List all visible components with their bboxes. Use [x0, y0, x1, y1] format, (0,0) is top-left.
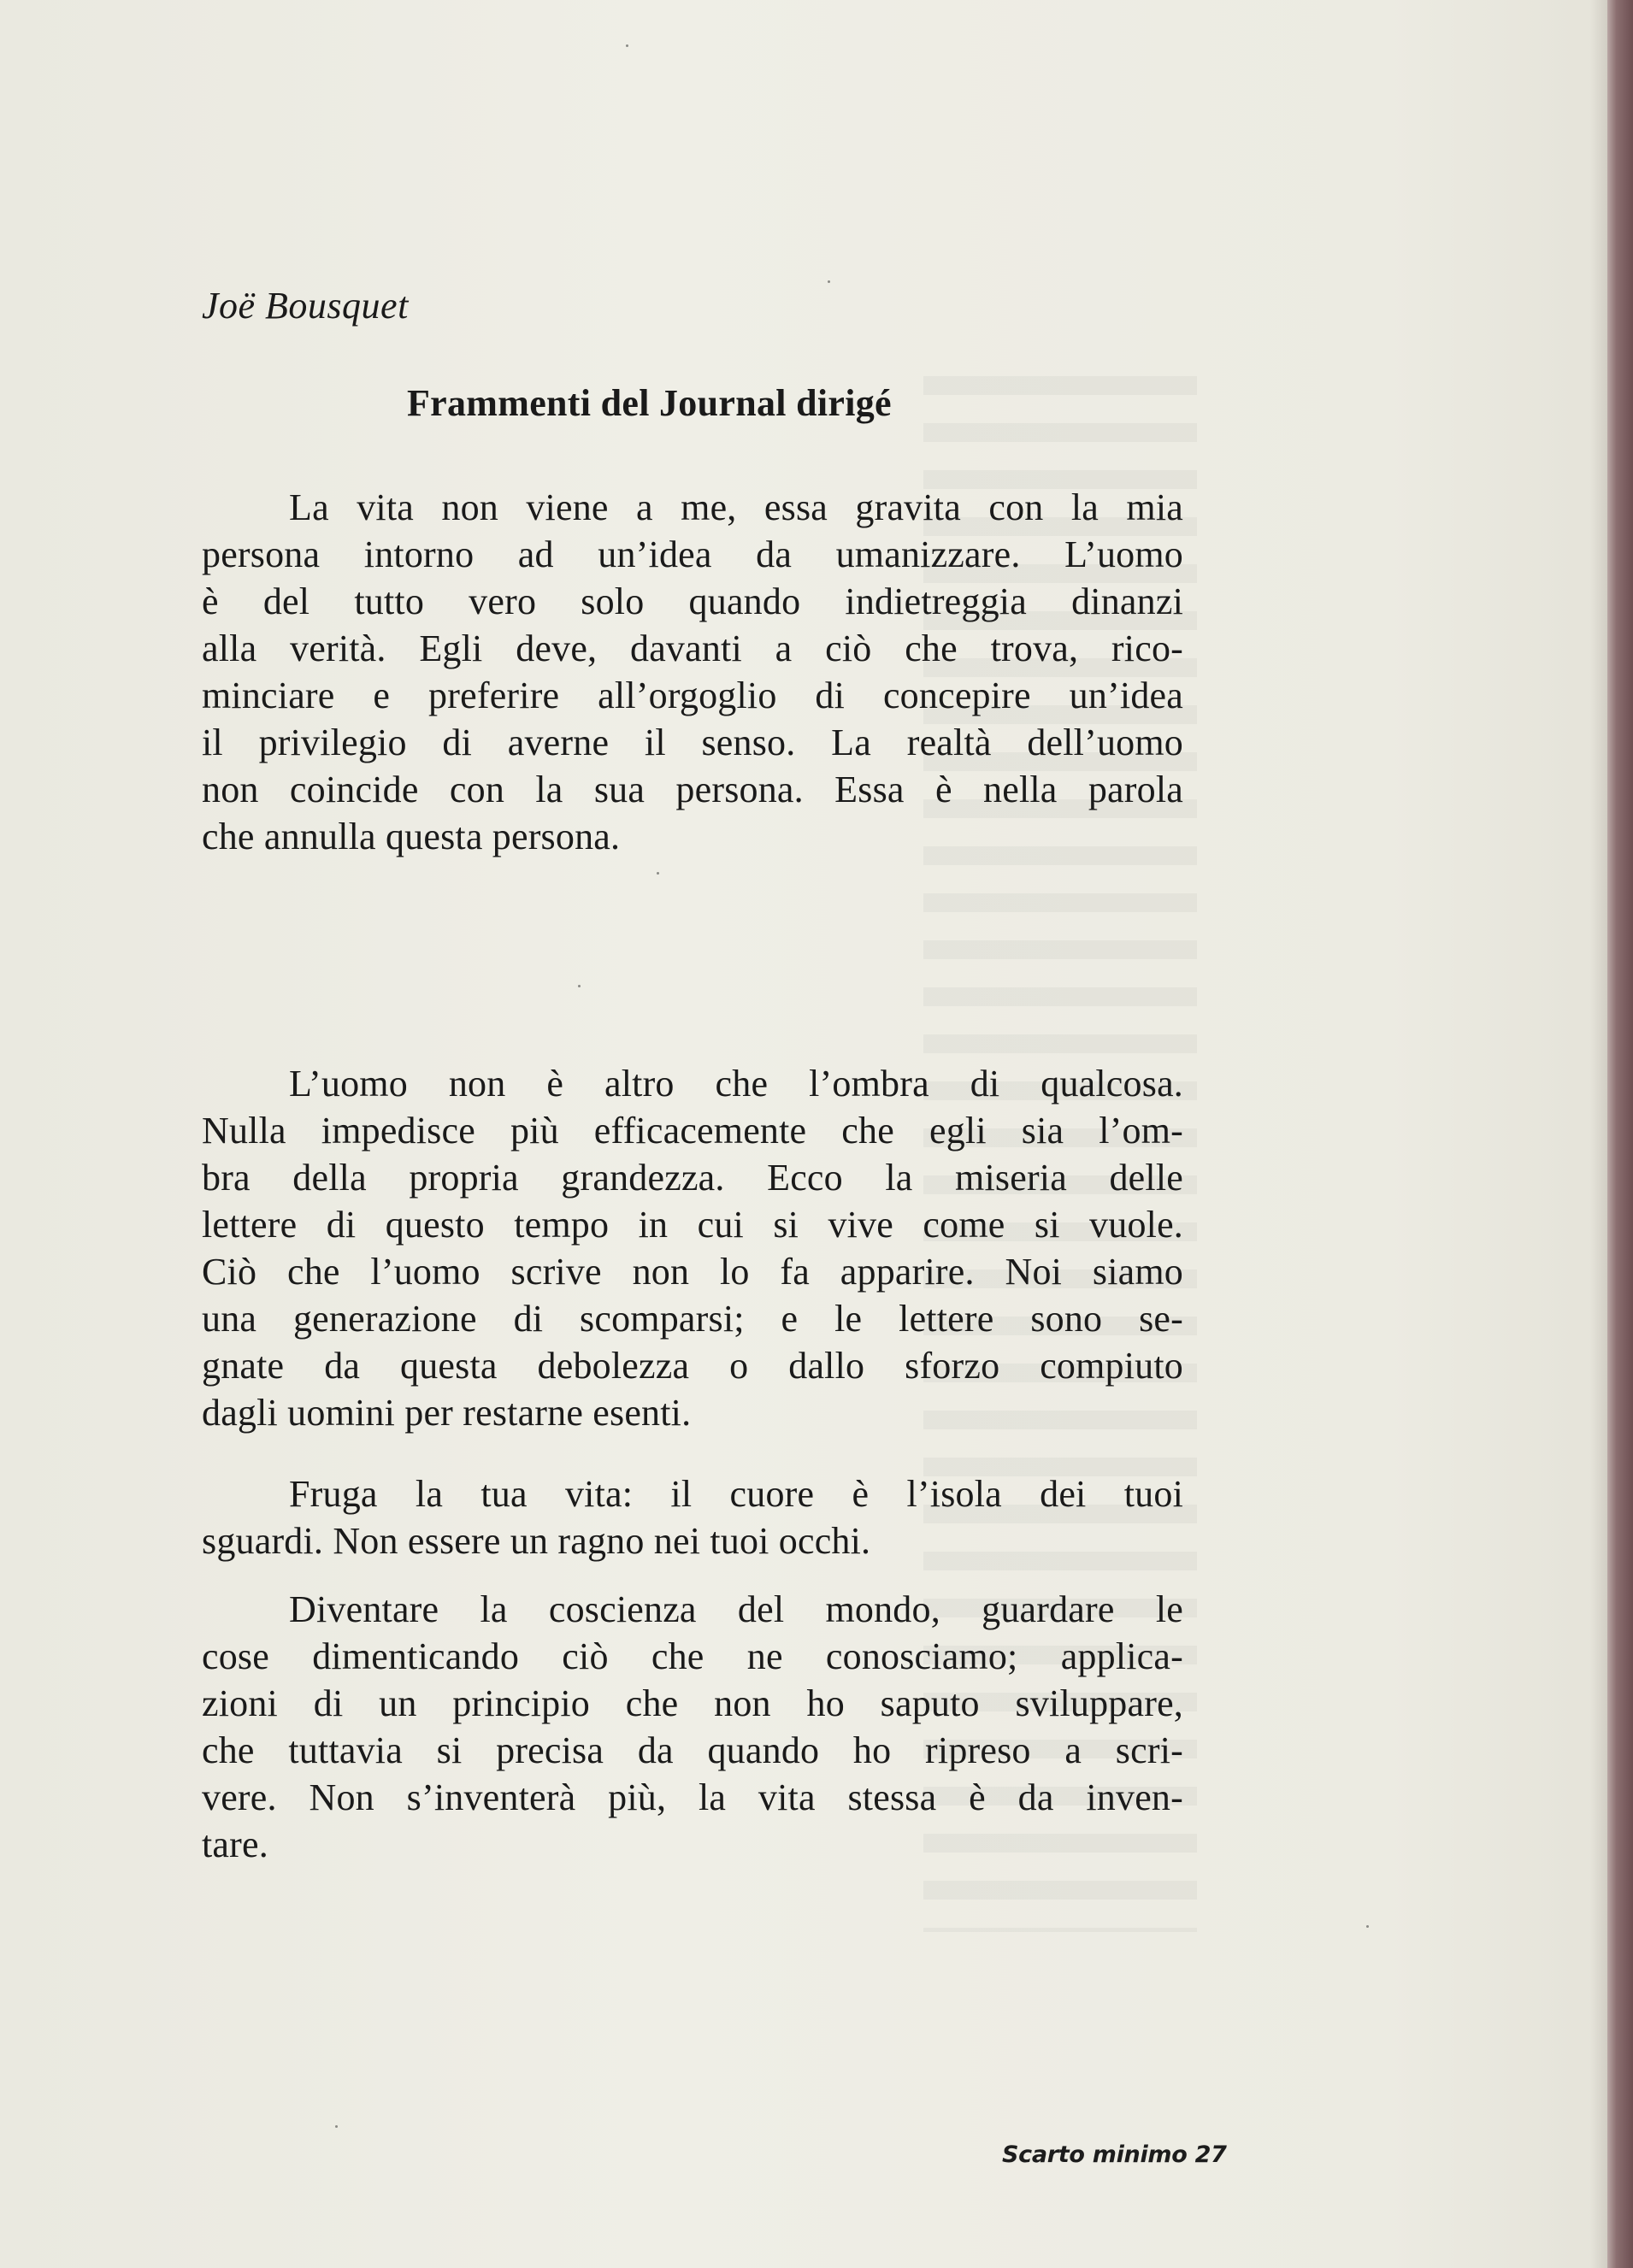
paragraph-2 [202, 1060, 1183, 1436]
text-line: cose dimenticando ciò che ne conosciamo; applica- [202, 1635, 1183, 1677]
text-line: Fruga la tua vita: il cuore è l’isola dei tuoi [289, 1473, 1183, 1515]
text-line: una generazione di scomparsi; e le lettere sono se- [202, 1298, 1183, 1340]
text-line: che annulla questa persona. [202, 816, 621, 857]
paper-speck [578, 985, 581, 987]
text-line: che tuttavia si precisa da quando ho ripreso a scri- [202, 1729, 1183, 1771]
paragraph-4 [202, 1586, 1183, 1868]
page-footer: Scarto minimo 27 [1002, 2141, 1227, 2168]
text-line: non coincide con la sua persona. Essa è nella parola [202, 769, 1183, 810]
text-line: è del tutto vero solo quando indietreggia dinanzi [202, 580, 1183, 622]
text-line: zioni di un principio che non ho saputo sviluppare, [202, 1682, 1183, 1724]
author-name: Joë Bousquet [202, 285, 409, 327]
article-title: Frammenti del Journal dirigé [407, 382, 892, 424]
paper-speck [335, 2125, 338, 2128]
text-line: gnate da questa debolezza o dallo sforzo compiuto [202, 1345, 1183, 1387]
text-line: sguardi. Non essere un ragno nei tuoi occhi. [202, 1520, 871, 1562]
book-edge [1607, 0, 1633, 2268]
paragraph-3 [202, 1470, 1183, 1564]
paper-speck [657, 872, 659, 875]
text-line: alla verità. Egli deve, davanti a ciò che trova, rico- [202, 627, 1183, 669]
text-line: La vita non viene a me, essa gravita con la mia [289, 486, 1183, 528]
text-line: minciare e preferire all’orgoglio di concepire un’idea [202, 675, 1183, 716]
page-edge-shadow [1590, 0, 1607, 2268]
text-line: L’uomo non è altro che l’ombra di qualcosa. [289, 1063, 1183, 1105]
text-line: bra della propria grandezza. Ecco la miseria delle [202, 1157, 1183, 1199]
text-line: Nulla impedisce più efficacemente che egli sia l’om- [202, 1110, 1183, 1152]
text-line: Ciò che l’uomo scrive non lo fa apparire. Noi siamo [202, 1251, 1183, 1293]
text-line: persona intorno ad un’idea da umanizzare. L’uomo [202, 533, 1183, 575]
text-line: tare. [202, 1823, 268, 1865]
text-line: vere. Non s’inventerà più, la vita stessa è da inven- [202, 1776, 1183, 1818]
text-line: dagli uomini per restarne esenti. [202, 1392, 692, 1434]
paper-speck [828, 280, 830, 283]
paragraph-1 [202, 484, 1183, 860]
paper-speck [1366, 1925, 1369, 1928]
text-line: il privilegio di averne il senso. La realtà dell’uomo [202, 722, 1183, 763]
text-line: Diventare la coscienza del mondo, guardare le [289, 1588, 1183, 1630]
text-line: lettere di questo tempo in cui si vive come si vuole. [202, 1204, 1183, 1246]
paper-speck [626, 44, 628, 47]
